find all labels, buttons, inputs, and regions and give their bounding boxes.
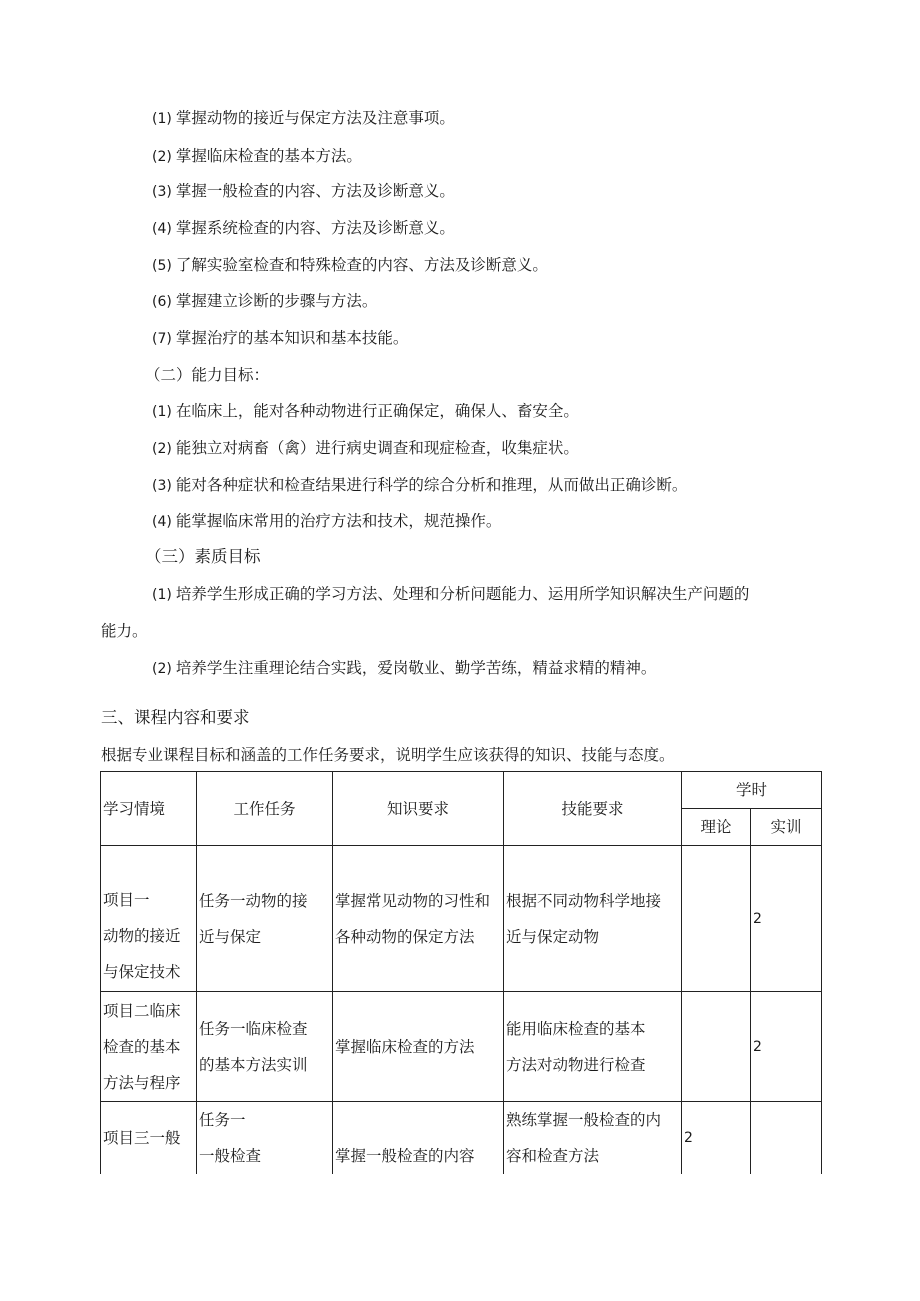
objective-ability-2: (2) 能独立对病畜（禽）进行病史调查和现症检查，收集症状。	[152, 439, 579, 457]
objective-knowledge-7: (7) 掌握治疗的基本知识和基本技能。	[152, 329, 409, 347]
objective-knowledge-2: (2) 掌握临床检查的基本方法。	[152, 147, 362, 165]
quality-heading: （三）素质目标	[145, 547, 261, 566]
objective-knowledge-1: (1) 掌握动物的接近与保定方法及注意事项。	[152, 109, 455, 127]
row2-practice-hours: 2	[751, 992, 822, 1102]
objective-knowledge-6: (6) 掌握建立诊断的步骤与方法。	[152, 292, 378, 310]
row1-task: 任务一动物的接 近与保定	[197, 846, 333, 992]
table-header-row	[101, 772, 822, 809]
header-skill: 技能要求	[504, 772, 682, 846]
row1-practice-hours: 2	[751, 846, 822, 992]
row2-task: 任务一临床检查 的基本方法实训	[197, 992, 333, 1102]
objective-knowledge-5: (5) 了解实验室检查和特殊检查的内容、方法及诊断意义。	[152, 256, 548, 274]
objective-quality-1: (1) 培养学生形成正确的学习方法、处理和分析问题能力、运用所学知识解决生产问题的	[152, 585, 750, 603]
row3-task: 任务一 一般检查	[197, 1102, 333, 1175]
row3-skill: 熟练掌握一般检查的内 容和检查方法	[504, 1102, 682, 1175]
row2-knowledge: 掌握临床检查的方法	[333, 992, 504, 1102]
section-intro: 根据专业课程目标和涵盖的工作任务要求，说明学生应该获得的知识、技能与态度。	[101, 746, 675, 764]
table-row	[101, 992, 822, 1102]
objective-knowledge-3: (3) 掌握一般检查的内容、方法及诊断意义。	[152, 182, 455, 200]
objective-quality-2: (2) 培养学生注重理论结合实践，爱岗敬业、勤学苦练，精益求精的精神。	[152, 659, 657, 677]
course-content-table	[100, 771, 822, 1174]
section-title: 三、课程内容和要求	[101, 708, 250, 727]
row3-situation: 项目三一般	[101, 1102, 197, 1175]
ability-heading: （二）能力目标：	[145, 366, 270, 384]
row3-knowledge: 掌握一般检查的内容	[333, 1102, 504, 1175]
row2-theory-hours	[682, 992, 751, 1102]
header-task: 工作任务	[197, 772, 333, 846]
row3-practice-hours	[751, 1102, 822, 1175]
row2-situation: 项目二临床 检查的基本 方法与程序	[101, 992, 197, 1102]
row3-theory-hours: 2	[682, 1102, 751, 1175]
objective-quality-1-continued: 能力。	[101, 622, 148, 640]
header-hours: 学时	[682, 772, 822, 809]
header-practice: 实训	[751, 809, 822, 846]
row1-situation: 项目一 动物的接近 与保定技术	[101, 846, 197, 992]
objective-ability-3: (3) 能对各种症状和检查结果进行科学的综合分析和推理，从而做出正确诊断。	[152, 476, 688, 494]
objective-knowledge-4: (4) 掌握系统检查的内容、方法及诊断意义。	[152, 219, 455, 237]
row1-skill: 根据不同动物科学地接 近与保定动物	[504, 846, 682, 992]
header-situation: 学习情境	[101, 772, 197, 846]
row1-knowledge: 掌握常见动物的习性和 各种动物的保定方法	[333, 846, 504, 992]
row1-theory-hours	[682, 846, 751, 992]
objective-ability-4: (4) 能掌握临床常用的治疗方法和技术，规范操作。	[152, 512, 502, 530]
header-knowledge: 知识要求	[333, 772, 504, 846]
objective-ability-1: (1) 在临床上，能对各种动物进行正确保定，确保人、畜安全。	[152, 402, 579, 420]
table-row	[101, 1102, 822, 1175]
row2-skill: 能用临床检查的基本 方法对动物进行检查	[504, 992, 682, 1102]
header-theory: 理论	[682, 809, 751, 846]
table-row	[101, 846, 822, 992]
